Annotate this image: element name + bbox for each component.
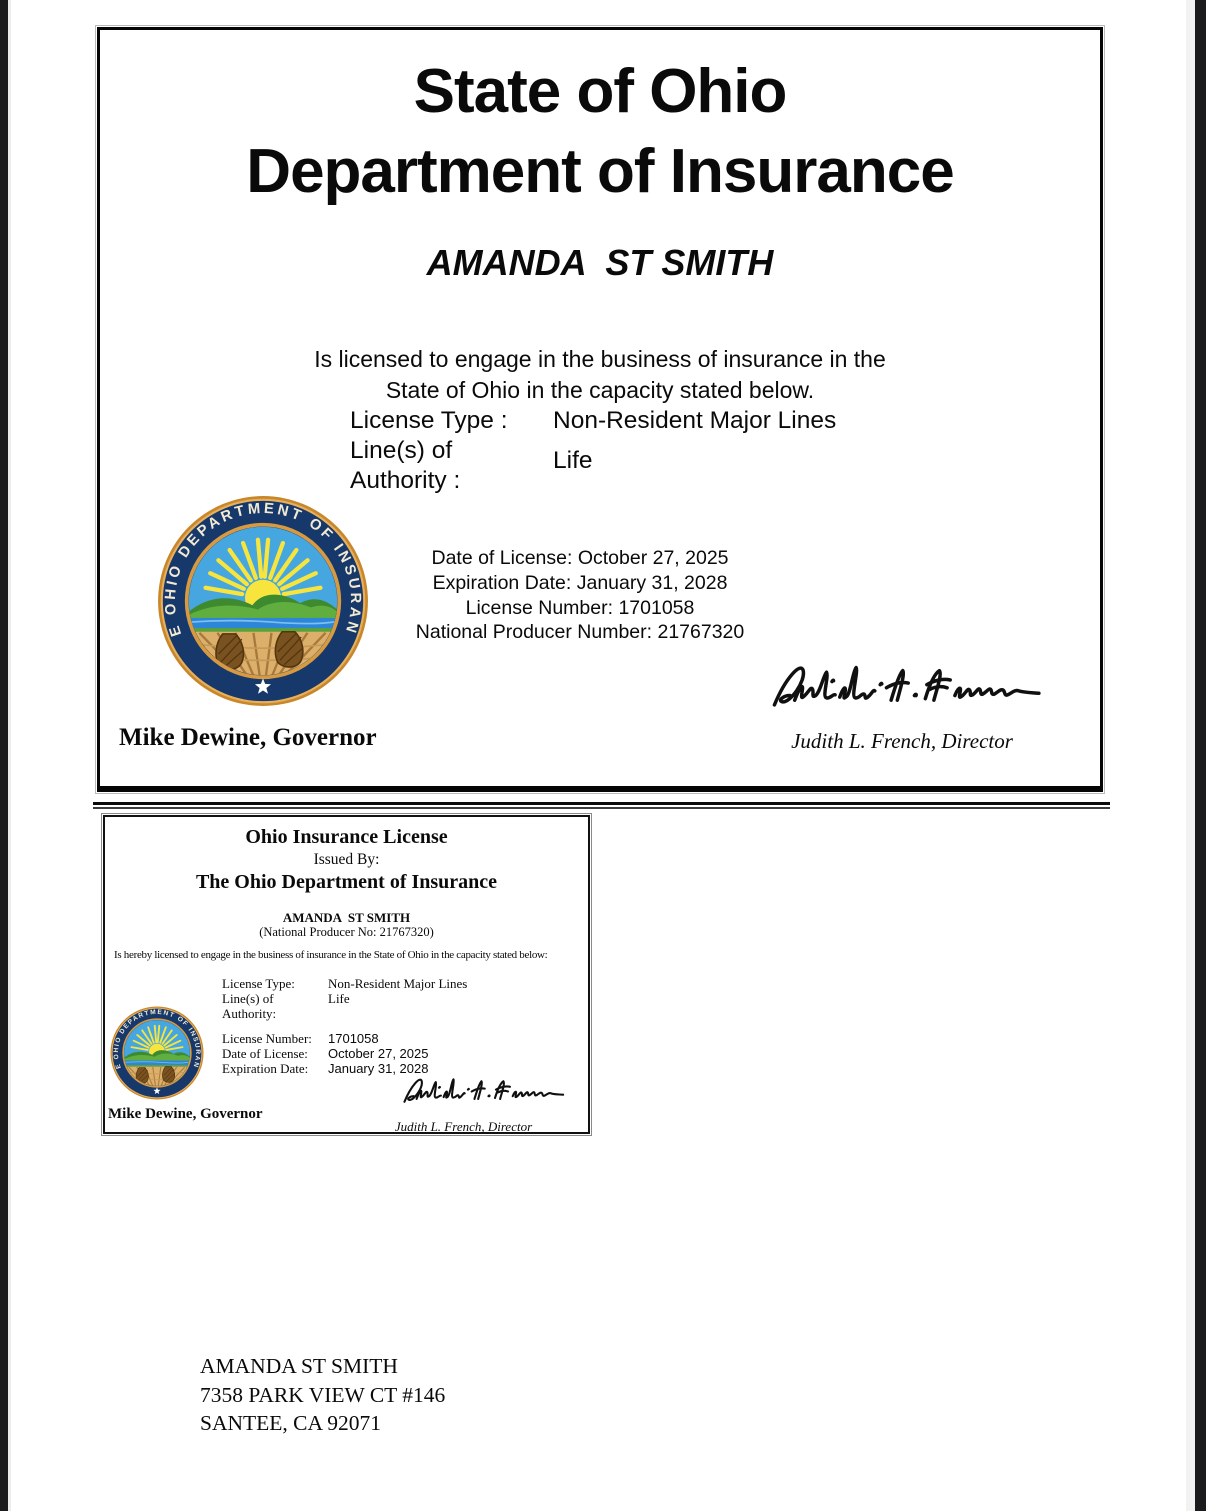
title-line-1: State of Ohio — [413, 57, 787, 126]
director-signature-small — [391, 1070, 571, 1112]
license-type-value: Non-Resident Major Lines — [553, 407, 837, 434]
director-signature — [727, 652, 1077, 722]
card-license-type-row — [222, 976, 467, 991]
viewer-right-gutter — [1195, 0, 1206, 1511]
viewer-left-edge — [8, 0, 11, 1511]
date-of-license-line — [350, 546, 810, 571]
card-expiration-date-value: January 31, 2028 — [328, 1061, 429, 1076]
npn-label: National Producer Number: — [415, 621, 653, 644]
card-authority-value: Life — [328, 991, 350, 1006]
card-license-type-value: Non-Resident Major Lines — [328, 976, 468, 991]
address-city-state-zip: SANTEE, CA 92071 — [200, 1411, 381, 1435]
license-statement — [100, 344, 1100, 406]
address-name: AMANDA ST SMITH — [200, 1354, 398, 1378]
card-expiration-date-label: Expiration Date: — [222, 1061, 309, 1076]
divider-line-thin — [93, 807, 1110, 809]
mailing-address — [200, 1352, 445, 1438]
license-number-value: 1701058 — [618, 596, 695, 619]
card-statement: Is hereby licensed to engage in the business of insurance in the State of Ohio in the capacity stated below: — [114, 949, 548, 961]
license-details — [350, 546, 810, 645]
card-date-of-license-label: Date of License: — [222, 1046, 308, 1061]
card-date-of-license-value: October 27, 2025 — [328, 1046, 429, 1061]
authority-label: Line(s) of Authority : — [350, 437, 461, 494]
statement-line-2: State of Ohio in the capacity stated below. — [385, 377, 815, 403]
card-issuer: The Ohio Department of Insurance — [195, 871, 498, 893]
wallet-license-card — [103, 815, 590, 1134]
expiration-date-label: Expiration Date: — [432, 571, 572, 594]
license-number-line — [350, 596, 810, 621]
npn-line — [350, 620, 810, 645]
card-authority-label: Line(s) of Authority: — [222, 991, 277, 1021]
license-fields — [350, 406, 836, 496]
license-number-label: License Number: — [465, 596, 614, 619]
card-header — [105, 825, 588, 940]
ohio-department-of-insurance-seal — [157, 495, 369, 707]
licensee-name: AMANDA ST SMITH — [426, 242, 774, 283]
npn-value: 21767320 — [657, 621, 745, 644]
license-type-label: License Type : — [350, 407, 508, 434]
card-license-type-label: License Type: — [222, 976, 295, 991]
statement-line-1: Is licensed to engage in the business of insurance in the — [314, 346, 886, 372]
date-of-license-value: October 27, 2025 — [577, 547, 729, 569]
card-licensee-name: AMANDA ST SMITH — [282, 910, 411, 925]
ohio-department-of-insurance-seal-small — [110, 1006, 204, 1100]
card-issued-by: Issued By: — [313, 851, 380, 868]
viewer-left-gutter — [0, 0, 8, 1511]
license-certificate — [97, 27, 1103, 792]
card-license-number-row — [222, 1031, 428, 1046]
card-authority-row — [222, 991, 467, 1021]
authority-value: Life — [553, 447, 593, 474]
card-license-number-value: 1701058 — [328, 1031, 379, 1046]
certificate-title — [100, 52, 1100, 212]
card-governor-name: Mike Dewine, Governor — [108, 1106, 263, 1122]
expiration-date-value: January 31, 2028 — [576, 571, 728, 594]
governor-name: Mike Dewine, Governor — [119, 724, 377, 751]
card-npn: (National Producer No: 21767320) — [259, 925, 434, 939]
title-line-2: Department of Insurance — [246, 137, 954, 206]
expiration-date-line — [350, 571, 810, 596]
license-type-row — [350, 406, 836, 436]
address-street: 7358 PARK VIEW CT #146 — [200, 1382, 446, 1407]
director-name: Judith L. French, Director — [791, 729, 1013, 753]
viewer-right-edge — [1186, 0, 1195, 1511]
card-license-number-label: License Number: — [222, 1031, 312, 1046]
card-title: Ohio Insurance License — [245, 826, 448, 848]
card-license-fields — [222, 976, 467, 1021]
card-date-of-license-row — [222, 1046, 428, 1061]
divider-line-thick — [93, 802, 1110, 805]
section-divider — [93, 802, 1110, 809]
authority-row — [350, 436, 836, 496]
card-director-name: Judith L. French, Director — [394, 1119, 533, 1134]
date-of-license-label: Date of License: — [431, 547, 573, 569]
